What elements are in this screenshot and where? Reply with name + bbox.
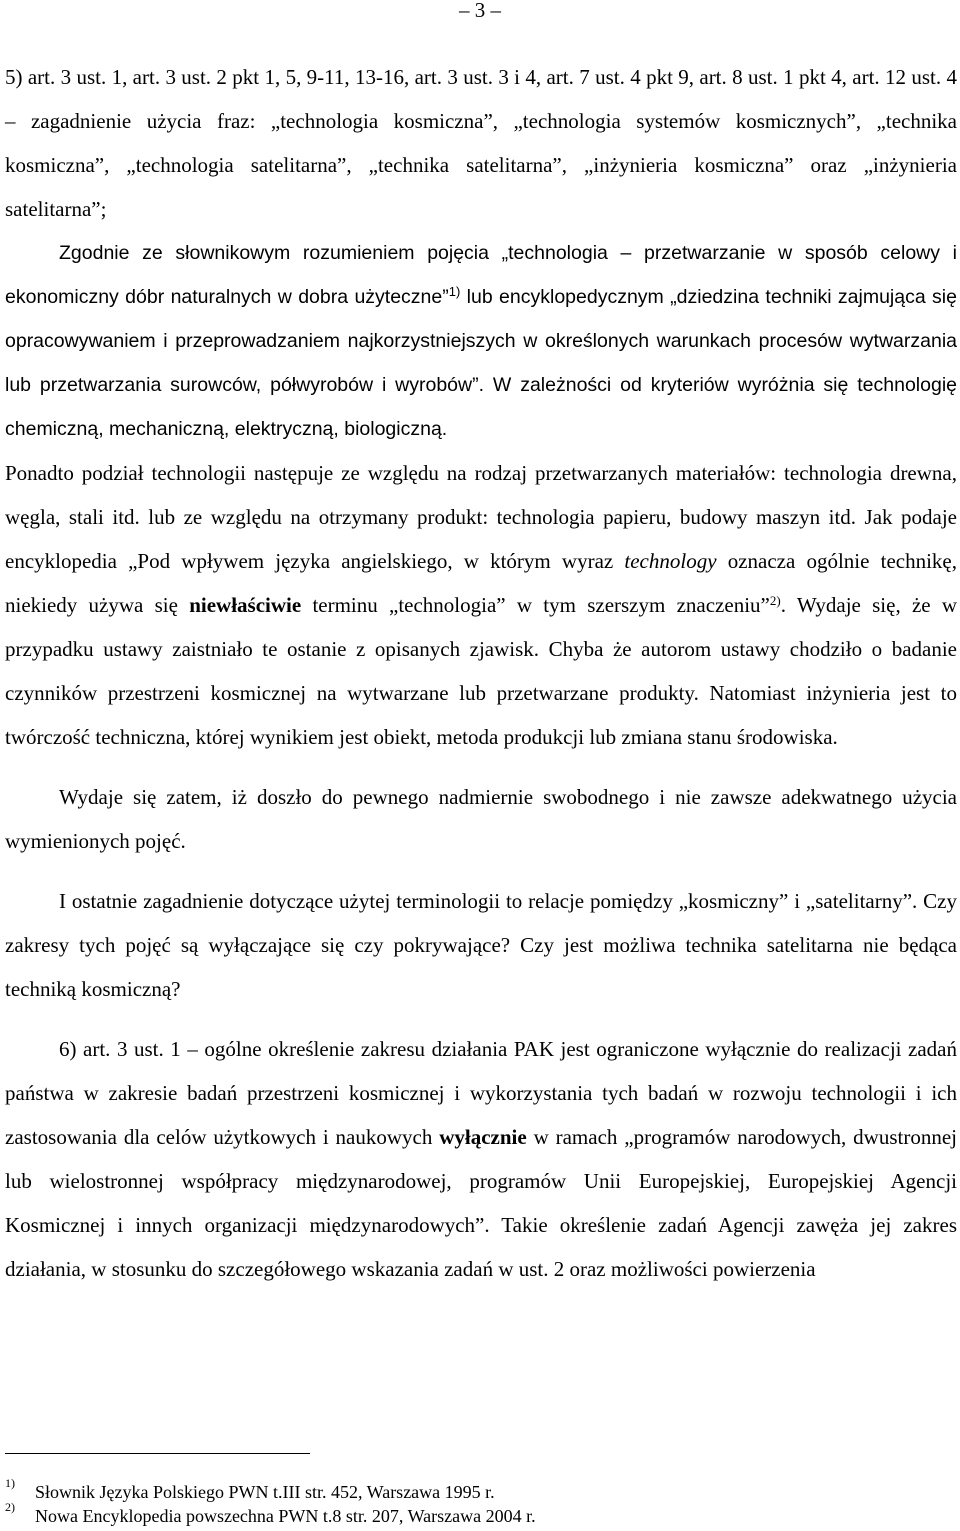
- footnote-mark: 2): [5, 1500, 15, 1514]
- paragraph-item-5: 5) art. 3 ust. 1, art. 3 ust. 2 pkt 1, 5, 9-11, 13-16, art. 3 ust. 3 i 4, art. 7 ust. 4 pkt 9, art. 8 ust. 1 pkt 4, art. 12 ust. 4 – zagadnienie użycia fraz: „technologia kosmiczna”, „technologia systemów kosmicznych”, „technika kosmiczna”, „technologia satelitarna”, „technika satelitarna”, „inżynieria kosmiczna” oraz „inżynieria satelitarna”;: [5, 65, 957, 221]
- paragraph-technology-definition: Zgodnie ze słownikowym rozumieniem pojęcia „technologia – przetwarzanie w sposób celowy i ekonomiczny dóbr naturalnych w dobra użyteczne”$^{1)}$ lub encyklopedycznym „dziedzina techniki zajmująca się opracowywaniem i przeprowadzaniem najkorzystniejszych w określonych warunkach procesów wytwarzania lub przetwarzania surowców, półwyrobów i wyrobów”. W zależności od kryteriów wyróżnia się technologię chemiczną, mechaniczną, elektryczną, biologiczną.: [5, 242, 957, 440]
- paragraph-last-issue: I ostatnie zagadnienie dotyczące użytej terminologii to relacje pomiędzy „kosmiczny” i „satelitarny”. Czy zakresy tych pojęć są wyłączające się czy pokrywające? Czy jest możliwa technika satelitarna nie będąca techniką kosmiczną?: [5, 889, 957, 1001]
- bold-term: niewłaściwie: [189, 593, 302, 617]
- footnote-1: 1) Słownik Języka Polskiego PWN t.III str. 452, Warszawa 1995 r.: [5, 1476, 495, 1502]
- footnote-mark: 1): [5, 1476, 15, 1490]
- bold-exclusively: wyłącznie: [439, 1125, 527, 1149]
- document-body: [5, 55, 957, 1291]
- page-number: – 3 –: [459, 0, 501, 22]
- footnote-ref-2: 2): [769, 593, 781, 608]
- footnote-ref-1: 1): [448, 284, 461, 299]
- paragraph-item-6: 6) art. 3 ust. 1 – ogólne określenie zakresu działania PAK jest ograniczone wyłącznie do realizacji zadań państwa w zakresie badań przestrzeni kosmicznej i wykorzystania tych badań w rozwoju technologii i ich zastosowania dla celów użytkowych i naukowych wyłącznie w ramach „programów narodowych, dwustronnej lub wielostronnej współpracy międzynarodowej, programów Unii Europejskiej, Europejskiej Agencji Kosmicznej i innych organizacji międzynarodowych”. Takie określenie zadań Agencji zawęża jej zakres działania, w stosunku do szczegółowego wskazania zadań w ust. 2 oraz możliwości powierzenia: [5, 1037, 957, 1281]
- paragraph-technology-division: Ponadto podział technologii następuje ze względu na rodzaj przetwarzanych materiałów: technologia drewna, węgla, stali itd. lub ze względu na otrzymany produkt: technologia papieru, budowy maszyn itd. Jak podaje encyklopedia „Pod wpływem języka angielskiego, w którym wyraz technology oznacza ogólnie technikę, niekiedy używa się niewłaściwie terminu „technologia” w tym szerszym znaczeniu”$^{2)}$. Wydaje się, że w przypadku ustawy zaistniało te ostanie z opisanych zjawisk. Chyba że autorom ustawy chodziło o badanie czynników przestrzeni kosmicznej na wytwarzane lub przetwarzane produkty. Natomiast inżynieria jest to twórczość techniczna, której wynikiem jest obiekt, metoda produkcji lub zmiana stanu środowiska.: [5, 461, 957, 749]
- footnote-2: 2) Nowa Encyklopedia powszechna PWN t.8 str. 207, Warszawa 2004 r.: [5, 1500, 536, 1526]
- footnotes: [5, 1476, 955, 1528]
- paragraph-conclusion: Wydaje się zatem, iż doszło do pewnego nadmiernie swobodnego i nie zawsze adekwatnego użycia wymienionych pojęć.: [5, 785, 957, 853]
- footnote-separator: [5, 1453, 310, 1454]
- italic-term: technology: [624, 549, 717, 573]
